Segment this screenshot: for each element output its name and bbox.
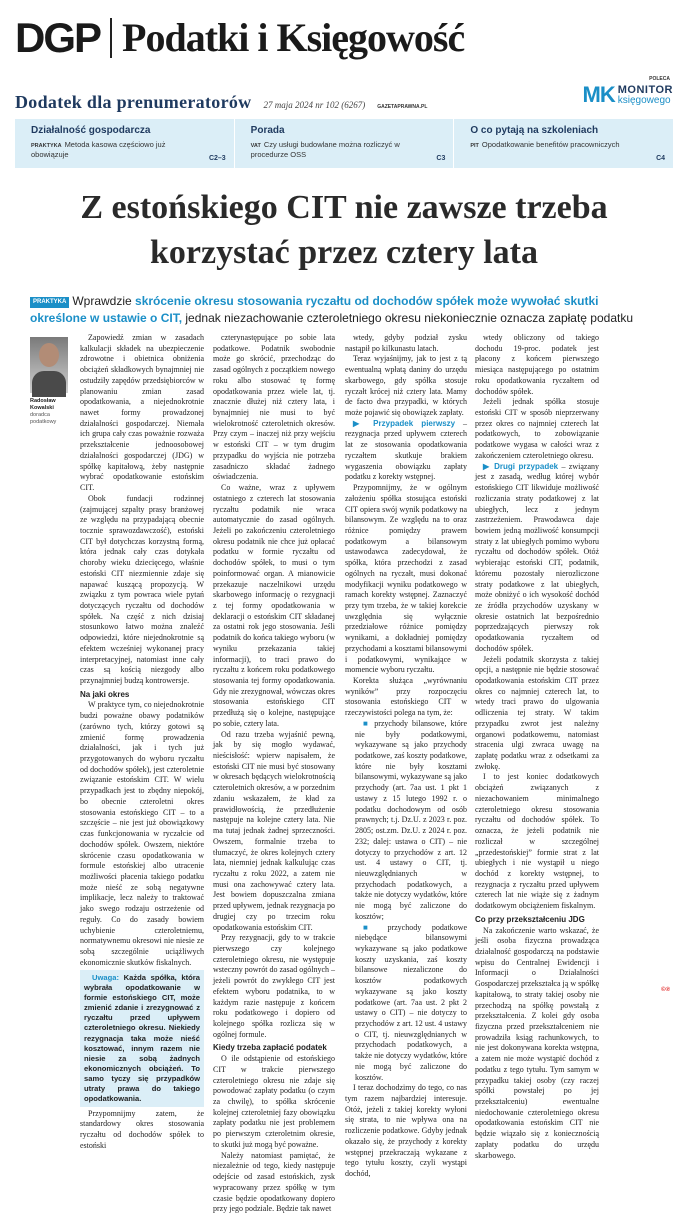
lead-part2: jednak niezachowanie czteroletniego okresu niekoniecznie oznacza zapłatę podatku: [182, 311, 634, 326]
contents-heading: Porada: [250, 125, 285, 136]
case-arrow-icon: ▶: [483, 461, 495, 471]
paragraph: Korekta służąca „wyrównaniu wyników” przy rozpoczęciu stosowania estońskiego CIT w rzeczywistości polega na tym, że:: [345, 676, 467, 718]
author-photo-body: [32, 371, 66, 397]
paragraph: Co ważne, wraz z upływem ostatniego z czterech lat stosowania ryczałtu podatnik nie wraca automatycznie do zasad ogólnych. Jeżeli po zakończeniu czteroletniego okresu podatnik nie chce już opłacać podatku w formie ryczałtu od dochodów spółek, to musi o tym poinformować organ. A mianowicie przekazuje naczelnikowi urzędu skarbowego informację o rezygnacji z tej formy opodatkowania w deklaracji o estońskim CIT składanej za ostatni rok jego stosowania. Jeśli podatnik do końca takiego wyboru (w wyniku przekazania takiej informacji), to traci prawo do ryczałtu z końcem roku podatkowego stosowania tej formy opodatkowania. Gdy nie zrezygnował, wówczas okres stosowania estońskiego CIT przedłużą się o kolejne, następujące po sobie, cztery lata.: [213, 483, 335, 728]
author-photo-head: [39, 343, 59, 367]
paragraph: Jeżeli jednak spółka stosuje estoński CIT w sposób nieprzerwany przez okres co najmniej czterech lat podatkowych, to zobowiązanie podatkowe wygasa w całości wraz z zakończeniem czteroletniego okresu.: [475, 397, 599, 460]
paragraph: Obok fundacji rodzinnej (zajmującej szpalty prasy branżowej ze względu na przypadającą obecnie tocznie sprawozdawczość), estoński CIT był dotychczas korzystną formą, która jednak cały czas dotykała choroby wieku dziecięcego, właśnie estoński CIT niezmiennie zdaje się napawać kuszącą propozycją. W związku z tym powraca wiele pytań dotyczących ryczałtu od dochodów spółek. Na część z nich dzisiaj stosunkowo łatwo można znaleźć odpowiedzi, które niejednokrotnie są efektem wcześniej wykonanej pracy interpretacyjnej, natomiast inne cały czas są kością niezgody albo przynajmniej budzą kontrowersje.: [80, 493, 204, 685]
monitor-line2: księgowego: [617, 94, 671, 106]
bullet-item: [355, 719, 467, 923]
paragraph: I teraz dochodzimy do tego, co nas tym razem najbardziej interesuje. Otóż, jeżeli z takiej korekty wyłoni się strata, to nie wpływa ona na rozliczenie podatkowe. Gdyby jednak okazało się, że przychody z korekty wstępnej przekraczają wykazane z tego tytułu koszty, czyli wystąpi dochód,: [345, 1083, 467, 1179]
bullet-text: przychody podatkowe niebędące bilansowymi wykazywane są jako podatkowe koszty uzyskania, zaś koszty bilansowe niezaliczone do kosztów podatkowych wykazywane są jako koszty podatkowe (art. 7aa ust. 2 pkt 2 ustawy o CIT) – nie dotyczy to przychodów z art. 12 ust. 4 ustawy o CIT, tj. nieuwzględnianych w przychodach podatkowych, a także nie dotyczy wydatków, które nie mogą być zaliczone do kosztów.: [355, 922, 467, 1082]
paragraph: wtedy, gdyby podział zysku nastąpił po kilkunastu latach.: [345, 333, 467, 353]
article-lead: [30, 293, 658, 328]
paragraph: I to jest koniec dodatkowych obciążeń związanych z niezachowaniem minimalnego czteroletniego okresu stosowania ryczałtu od dochodów spółek. To oznacza, że jeżeli podatnik nie rozliczał w szczególnej „przedestońskiej” formie strat z lat ubiegłych i nie wystąpił u niego dochód z korekty wstępnej, to rezygnacja z ryczałtu przed upływem czterech lat nie wiąże się z żadnym dodatkowym obciążeniem fiskalnym.: [475, 772, 599, 911]
subheading: Na jaki okres: [80, 689, 130, 699]
paragraph: Na zakończenie warto wskazać, że jeśli osoba fizyczna prowadząca działalność gospodarczą na podstawie wpisu do Centralnej Ewidencji i Informacji o Działalności Gospodarczej przekształca ją w spółkę kapitałową, to straty takiej osoby nie przechodzą na spółkę powstałą z przekształcenia. Z kolei gdy osoba fizyczna przed przekształceniem nie prowadziła ksiąg rachunkowych, to nie jest dokonywana korekta wstępna, a zatem nie może wystąpić dochód z podatku z tego tytułu. Tym samym w przypadku takiej osoby (czy raczej spółki powstałej po jej przekształceniu) ewentualne niedochowanie czteroletniego okresu opodatkowania estońskim CIT nie będzie wiązało się z koniecznością zapłaty podatku do urzędu skarbowego.: [475, 925, 599, 1160]
subheading: Kiedy trzeba zapłacić podatek: [213, 1043, 327, 1053]
case-label: Przypadek pierwszy: [373, 418, 456, 428]
contents-item-szkolenia[interactable]: [453, 119, 673, 168]
author-name: Radosław Kowalski: [30, 398, 56, 412]
contents-tag: VAT: [250, 143, 261, 149]
article-column-1: [80, 333, 204, 1150]
case-text: – rezygnacja przed upływem czterech lat ze stosowania opodatkowania ryczałtem skutkuje brakiem wygaszenia obowiązku zapłaty podatku z korekty wstępnej.: [345, 418, 468, 482]
section-title: Podatki i Księgowość: [122, 15, 465, 60]
paragraph: Zapowiedź zmian w zasadach kalkulacji składek na ubezpieczenie zdrowotne i obietnica obniżenia obciążeń składkowych bynajmniej nie ostudziły zapędów przedsiębiorców w planowaniu zmian zasad opodatkowania, a niejednokrotnie nawet formy prowadzonej działalności gospodarczej. Niemała ich grupa cały czas poważnie rozważa przekształcenie jednoosobowej działalności gospodarczej (JDG) w spółkę kapitałową, żeby następnie wybrać opodatkowanie estońskim CIT.: [80, 333, 204, 493]
article-column-2: [213, 333, 335, 1214]
poleca-label: POLECA: [649, 76, 670, 82]
author-byline: [30, 398, 68, 427]
monitor-line1: MONITOR: [617, 83, 673, 96]
bullet-icon: ■: [363, 922, 388, 932]
contents-page: C2–3: [208, 155, 226, 162]
contents-item-dzialalnosc[interactable]: [15, 119, 234, 168]
lead-part1: Wprawdzie: [72, 294, 136, 308]
contents-heading: Działalność gospodarcza: [31, 125, 151, 136]
lead-highlight: skrócenie okresu stosowania ryczałtu od dochodów spółek może wywołać skutki określone w ustawie o CIT,: [30, 294, 599, 326]
issue-date: 27 maja 2024 nr 102 (6267): [263, 100, 366, 110]
dgp-logo[interactable]: DGP: [15, 14, 101, 61]
masthead: [15, 16, 673, 60]
note-label: Uwaga:: [92, 973, 120, 983]
paragraph: Od razu trzeba wyjaśnić pewną, jak by się mogło wydawać, nieścisłość: wpierw napisałem, że estoński CIT nie musi być stosowany w okresach będących wielokrotnością czteroletnich okresów, a w porzednim zdaniu wskazałem, że kład za prawidłowością, że przedłużenie następuje na kolejne cztery lata. Nie ma tutaj jednak żadnej sprzeczności. Owszem, formalnie trzeba to tłumaczyć, że okres kolejnych cztery lata, niemniej jednak kalkulując czas ryczałtu z roku 2022, a zatem nie musi ona zachowywać cztery lata. Jest bowiem dopuszczalna zmiana przed upływem, jednak rezygnacja po drugiej czy po trzecim roku opodatkowania estońskim CIT.: [213, 729, 335, 932]
copyright-mark: ©℗: [661, 987, 670, 993]
contents-page: C3: [436, 155, 446, 162]
note-box: [80, 970, 204, 1106]
paragraph: Przypomnijmy, że w ogólnym założeniu spółka stosująca estoński CIT opiera swój wynik podatkowy na bilansowym. Ze względu na to oraz różnice pomiędzy prawem podatkowym a bilansowym ustawodawca zadecydował, że spółka, która przechodzi z zasad ogólnych na ryczałt, musi dokonać modyfikacji wyniku podatkowego w ramach korekty wstępnej. Zaznaczyć przy tym trzeba, że w takiej korekcie uwzględnia się wyłącznie przedziałowe różnice pomiędzy wynikami, a dokładniej pomiędzy przychodami a kosztami bilansowymi i podatkowymi, wynikające w momencie wyboru ryczałtu.: [345, 483, 467, 675]
subheading: Co przy przekształceniu JDG: [475, 914, 585, 924]
article-headline: Z estońskiego CIT nie zawsze trzeba korzystać przez cztery lata: [80, 189, 608, 271]
contents-heading: O co pytają na szkoleniach: [470, 125, 599, 136]
paragraph: Jeżeli podatnik skorzysta z takiej opcji, a następnie nie będzie stosować opodatkowania estońskim CIT przez okres co najmniej czterech lat, to wtedy traci prawo do ulgowania odliczenia tej straty. W takim przypadku zwrot jest należny organowi podatkowemu, natomiast stracenia ulgi zwraca uwagę na zapłatę podatku wraz z odsetkami za zwłokę.: [475, 654, 599, 771]
article-column-4: [475, 333, 600, 1160]
contents-item-porada[interactable]: [234, 119, 454, 168]
bullet-text: przychody bilansowe, które nie były podatkowymi, wykazywane są jako przychody podatkowe, zaś koszty podatkowe, które nie były kosztami bilansowymi, wykazywane są jako przychody (art. 7aa ust. 1 pkt 1 ustawy z 15 lutego 1992 r. o podatku dochodowym od osób prawnych; t.j. Dz.U. z 2023 r. poz. 2805; ost.zm. Dz.U. z 2024 r. poz. 232; dalej: ustawa o CIT) – nie dotyczy to przychodów z art. 12 ust. 4 ustawy o CIT, tj. nieuwzględnianych w przychodach podatkowych, a także nie dotyczy wydatków, które nie mogą być zaliczone do kosztów;: [355, 718, 467, 921]
paragraph: Przypomnijmy zatem, że standardowy okres stosowania ryczałtu od dochodów spółek to estoński: [80, 1108, 204, 1150]
paragraph: Teraz wyjaśnijmy, jak to jest z tą ewentualną wpłatą daniny do urzędu skarbowego, gdy spółka stosuje ryczałt krócej niż cztery lata. Mamy de facto dwa przypadki, w których może pojawić się obowiązek zapłaty.: [345, 354, 467, 418]
contents-title: Metoda kasowa częściowo już obowiązuje: [31, 140, 166, 159]
praktyka-badge: PRAKTYKA: [30, 297, 69, 308]
case-label: Drugi przypadek: [494, 461, 559, 471]
case-paragraph: [475, 462, 599, 655]
contents-text: [31, 140, 181, 159]
note-text: Każda spółka, która wybrała opodatkowanie w formie estońskiego CIT, może zmienić zdanie i zrezygnować z ryczałtu przed upływem czteroletniego okresu. Niekiedy rezygnacja taka może nieść kosztować, innym razem nie niesie za sobą żadnych ekonomicznych obciążeń. To samo tyczy się przypadków utraty prawa do takiego opodatkowania.: [84, 973, 200, 1103]
article-column-3: [345, 333, 468, 1179]
author-photo: [30, 337, 68, 393]
paragraph: Należy natomiast pamiętać, że niezależnie od tego, kiedy następuje odejście od zasad estońskich, zysk wypracowany przez spółkę w tym czasie będzie opodatkowany dopiero przy jego podziale. Będzie tak nawet: [213, 1150, 335, 1214]
bullet-icon: ■: [363, 718, 375, 728]
supplement-label: Dodatek dla prenumeratorów: [15, 92, 252, 112]
paragraph: wtedy obliczony od takiego dochodu 19-proc. podatek jest płacony z końcem pierwszego miesiąca następującego po ostatnim roku opodatkowania ryczałtem od dochodów spółek.: [475, 333, 599, 396]
paragraph: O ile odstąpienie od estońskiego CIT w trakcie pierwszego czteroletniego okresu nie zdaje się powodować zapłaty podatku (o czym za chwilę), to spółka skrócenie kolejnej czteroletniej fazy obowiązku zapłaty podatku nie jest problemem po pierwszym czteroletnim okresie, to skutki już mogą być poważne.: [213, 1054, 335, 1149]
partner-label: GAZETAPRAWNA.PL: [377, 104, 428, 110]
bullet-item: [355, 923, 467, 1084]
contents-title: Czy usługi budowlane można rozliczyć w procedurze OSS: [250, 140, 400, 159]
contents-text: [470, 140, 620, 150]
case-arrow-icon: ▶: [353, 418, 374, 428]
contents-title: Opodatkowanie benefitów pracowniczych: [481, 140, 620, 149]
author-role: doradca podatkowy: [30, 412, 57, 426]
subhead: [15, 92, 673, 118]
contents-page: C4: [656, 155, 666, 162]
case-text: – związany jest z zasadą, według której wybór estońskiego CIT likwiduje możliwość rozliczania straty podatkowej z lat ubiegłych, lecz z jednym zastrzeżeniem. Prawodawca daje bowiem jedną możliwość konsumpcji straty z lat ubiegłych pomimo wyboru ryczałtu od dochodów spółek. Otóż wybierając estoński CIT, podatnik, któremu pozostały nierozliczone straty podatkowe z lat ubiegłych, może obniżyć o ich wysokość dochód ze źródła przychodów uzyskany w okresie ostatnich lat bezpośrednio poprzedzających pierwszy rok opodatkowania ryczałtem od dochodów spółek.: [475, 461, 600, 653]
case-paragraph: [345, 419, 467, 483]
contents-bar: [15, 119, 673, 168]
mk-logo-icon: MK: [582, 82, 615, 107]
masthead-divider: [110, 18, 112, 58]
contents-text: [251, 140, 401, 159]
paragraph: czterynastępujące po sobie lata podatkowe. Podatnik swobodnie może go skrócić, przechodząc do zasad ogólnych z początkiem nowego roku albo stosować tę formę opodatkowania przez wiele lat, tj. znacznie dłużej niż cztery lata, i bynajmniej nie musi to być wielokrotność czteroletnich okresów. Przy czym – inaczej niż przy wejściu w estoński CIT – w tym drugim przypadku do wyjścia nie potrzeba zasadniczo składać żadnego oświadczenia.: [213, 333, 335, 482]
paragraph: W praktyce tym, co niejednokrotnie budzi poważne obawy podatników (zarówno tych, którzy gotowi są zmienić formę prowadzenia działalności, jak i tych już przygotowanych do wyboru ryczałtu od dochodów spółek), jest czteroletnie związanie estońskim CIT. W wielu przypadkach jest to zbędny niepokój, bo obecnie czteroletni okres stosowania estońskiego CIT – to a szczęście – nie jest już obowiązkowy czas funkcjonowania w ryczałcie od dochodów spółek. Owszem, niektóre skrócenie czasu opodatkowania w formule estońskiej albo utracenie możliwości płacenia takiego podatku może nieść ze sobą negatywne implikacje, lecz należy to traktować jako swego rodzaju ostrzeżenie od reguły. Co do zasady bowiem uchybienie czteroletniemu, normatywnemu okresowi nie niesie ze sobą szczególnie uciążliwych ekonomicznie skutków fiskalnych.: [80, 700, 204, 967]
paragraph: Przy rezygnacji, gdy to w trakcie pierwszego czy kolejnego czteroletniego okresu, nie występuje wsteczny powrót do zasad ogólnych – jeżeli powrót do zwykłego CIT jest efektem wyboru podatnika, to w każdym razie następuje z końcem roku podatkowego i dopiero od kolejnego spółka rozlicza się w ogólnej formule.: [213, 933, 335, 1039]
contents-tag: PRAKTYKA: [31, 143, 62, 149]
contents-tag: PIT: [470, 143, 479, 149]
